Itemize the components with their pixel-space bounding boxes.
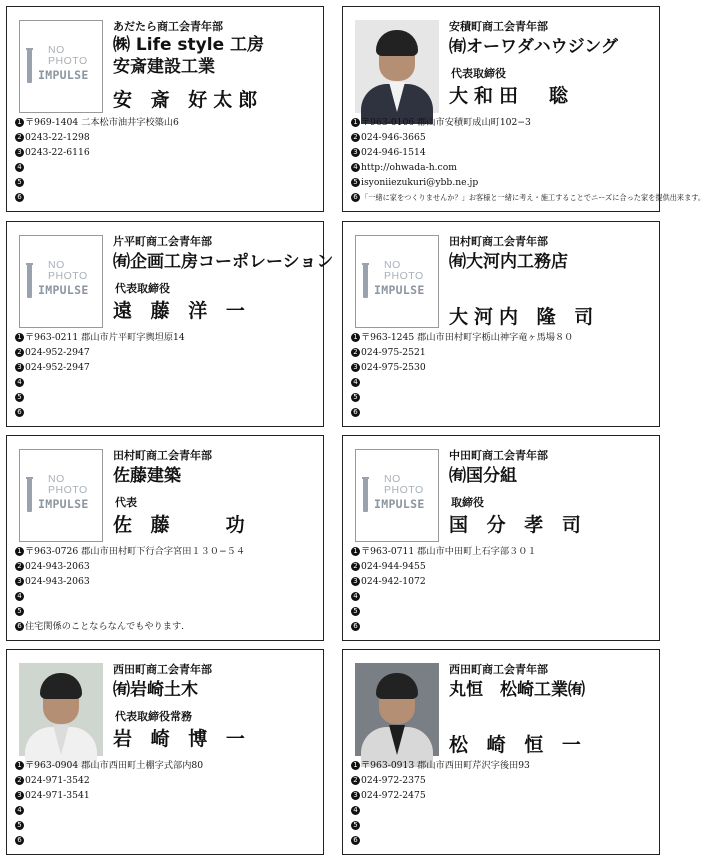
number-marker: 6 [15,193,24,202]
portrait-photo [355,663,439,756]
contact-text: 〒963-0211 郡山市片平町字輿坦原14 [25,332,185,343]
number-marker: 2 [351,776,360,785]
number-marker: 5 [351,178,360,187]
contact-line [15,130,179,145]
placeholder-text: NO [48,473,65,485]
company-name: ㈲岩崎土木 [113,680,198,700]
contact-text: 024-946-1514 [361,147,426,158]
person-name: 遠 藤 洋 一 [113,300,251,322]
contact-line [351,619,537,634]
contact-line [351,160,705,175]
contact-line [351,773,530,788]
contact-text: 住宅関係のことならなんでもやります. [25,621,185,632]
company-name: 丸恒 松崎工業㈲ [449,680,585,700]
placeholder-text: NO [384,473,401,485]
contact-line [351,818,530,833]
number-marker: 3 [15,791,24,800]
contact-line [15,190,179,205]
number-marker: 3 [351,577,360,586]
no-photo-placeholder [355,235,439,328]
contact-line [15,360,185,375]
contact-text: 024-972-2475 [361,790,426,801]
contact-text: 024-944-9455 [361,561,426,572]
company-name: ㈲大河内工務店 [449,252,568,272]
contact-text: 024-971-3542 [25,775,90,786]
business-card [6,649,324,855]
contact-list [351,544,537,634]
person-name: 大和田 聡 [449,85,575,107]
no-photo-placeholder [19,235,103,328]
association-name: 西田町商工会青年部 [449,663,548,676]
contact-text: 024-943-2063 [25,576,90,587]
placeholder-text: NO [48,44,65,56]
contact-line [15,115,179,130]
contact-text: 024-946-3665 [361,132,426,143]
person-name: 安 斎 好太郎 [113,89,264,111]
number-marker: 3 [15,577,24,586]
contact-text: 〒963-0106 郡山市安積町成山町102−3 [361,117,531,128]
number-marker: 4 [15,592,24,601]
association-name: 田村町商工会青年部 [113,449,212,462]
number-marker: 3 [15,148,24,157]
contact-line [15,175,179,190]
business-card [342,435,660,641]
contact-line [351,390,573,405]
contact-line [351,190,705,205]
number-marker: 4 [351,592,360,601]
contact-list [15,544,245,634]
contact-line [15,330,185,345]
number-marker: 6 [351,836,360,845]
placeholder-text: PHOTO [48,270,88,282]
number-marker: 4 [351,806,360,815]
job-title: 代表取締役常務 [115,710,192,723]
number-marker: 6 [351,622,360,631]
number-marker: 3 [351,363,360,372]
placeholder-text: PHOTO [384,270,424,282]
placeholder-text: NO [48,259,65,271]
contact-text: isyoniiezukuri@ybb.ne.jp [361,177,479,188]
contact-text: 〒963-1245 郡山市田村町字栃山神字竜ヶ馬場８０ [361,332,574,343]
contact-line [15,803,203,818]
contact-line [15,604,245,619]
number-marker: 3 [351,148,360,157]
number-marker: 1 [351,118,360,127]
business-card [342,649,660,855]
placeholder-logo: IMPULSE [38,68,89,82]
number-marker: 5 [351,393,360,402]
business-card [6,6,324,212]
company-name: ㈲企画工房コーポレーション [113,252,334,272]
number-marker: 5 [351,821,360,830]
contact-text: 024-975-2521 [361,347,426,358]
contact-text: 「一緒に家をつくりませんか？」お客様と一緒に考え・施工することでニーズに合った家を提供出来ます。 [361,193,705,202]
job-title: 代表取締役 [451,67,506,80]
contact-text: 0243-22-1298 [25,132,90,143]
number-marker: 6 [351,193,360,202]
contact-line [351,589,537,604]
number-marker: 2 [15,776,24,785]
placeholder-logo: IMPULSE [38,497,89,511]
contact-line [15,833,203,848]
person-name: 国 分 孝 司 [449,514,587,536]
number-marker: 5 [351,607,360,616]
contact-line [351,115,705,130]
number-marker: 2 [15,133,24,142]
placeholder-text: PHOTO [48,484,88,496]
no-photo-placeholder [19,20,103,113]
contact-text: 024-972-2375 [361,775,426,786]
contact-line [351,175,705,190]
business-card [6,221,334,427]
job-title: 代表取締役 [115,282,170,295]
job-title: 代表 [115,496,137,509]
contact-line [351,604,537,619]
contact-list [351,758,530,848]
placeholder-text: PHOTO [384,484,424,496]
number-marker: 6 [15,408,24,417]
contact-text: 024-943-2063 [25,561,90,572]
number-marker: 5 [15,393,24,402]
contact-line [15,544,245,559]
contact-line [15,788,203,803]
contact-line [15,405,185,420]
contact-text: 024-952-2947 [25,347,90,358]
number-marker: 1 [15,333,24,342]
association-name: 片平町商工会青年部 [113,235,212,248]
contact-line [351,130,705,145]
contact-line [351,833,530,848]
contact-text: 〒963-0726 郡山市田村町下行合字宮田１３０−５４ [25,546,246,557]
association-name: 田村町商工会青年部 [449,235,548,248]
contact-line [15,589,245,604]
association-name: 中田町商工会青年部 [449,449,548,462]
contact-list [15,115,179,205]
placeholder-text: PHOTO [48,55,88,67]
number-marker: 3 [351,791,360,800]
contact-line [351,788,530,803]
number-marker: 3 [15,363,24,372]
company-name: ㈲オーワダハウジング [449,37,618,57]
contact-line [15,574,245,589]
business-card [342,221,660,427]
number-marker: 4 [15,378,24,387]
contact-line [351,375,573,390]
number-marker: 2 [351,348,360,357]
contact-text: 〒963-0913 郡山市西田町芹沢字後田93 [361,760,530,771]
contact-list [15,330,185,420]
number-marker: 1 [15,547,24,556]
contact-line [351,544,537,559]
contact-text: 〒963-0904 郡山市西田町土棚字式部内80 [25,760,204,771]
number-marker: 5 [15,607,24,616]
person-name: 大河内 隆 司 [449,306,600,328]
contact-line [351,330,573,345]
contact-list [351,115,705,205]
business-card [342,6,705,212]
contact-list [351,330,573,420]
placeholder-logo: IMPULSE [374,283,425,297]
business-card [6,435,324,641]
contact-text: 024-952-2947 [25,362,90,373]
contact-line [351,574,537,589]
company-name-2: 安斎建設工業 [113,57,215,77]
contact-text: 0243-22-6116 [25,147,90,158]
contact-line [15,773,203,788]
contact-list [15,758,203,848]
contact-text: 〒963-0711 郡山市中田町上石字部３０１ [361,546,537,557]
number-marker: 4 [15,163,24,172]
contact-line [15,619,245,634]
contact-line [351,145,705,160]
contact-line [15,559,245,574]
person-name: 松 崎 恒 一 [449,734,587,756]
number-marker: 1 [351,547,360,556]
association-name: 安積町商工会青年部 [449,20,548,33]
no-photo-placeholder [355,449,439,542]
contact-line [15,390,185,405]
association-name: あだたら商工会青年部 [113,20,223,33]
person-name: 佐 藤 功 [113,514,251,536]
contact-line [351,758,530,773]
number-marker: 1 [351,761,360,770]
number-marker: 6 [15,836,24,845]
contact-line [15,145,179,160]
placeholder-logo: IMPULSE [38,283,89,297]
association-name: 西田町商工会青年部 [113,663,212,676]
number-marker: 1 [15,118,24,127]
number-marker: 2 [351,133,360,142]
number-marker: 6 [15,622,24,631]
contact-line [15,160,179,175]
number-marker: 2 [15,562,24,571]
contact-line [351,559,537,574]
contact-line [351,345,573,360]
contact-line [15,818,203,833]
portrait-photo [19,663,103,756]
contact-text: 024-975-2530 [361,362,426,373]
placeholder-text: NO [384,259,401,271]
number-marker: 1 [351,333,360,342]
contact-text: 024-942-1072 [361,576,426,587]
number-marker: 6 [351,408,360,417]
contact-line [351,360,573,375]
number-marker: 1 [15,761,24,770]
contact-text: http://ohwada-h.com [361,162,457,173]
portrait-photo [355,20,439,113]
job-title: 取締役 [451,496,484,509]
number-marker: 2 [15,348,24,357]
contact-line [15,758,203,773]
contact-line [15,345,185,360]
number-marker: 2 [351,562,360,571]
number-marker: 5 [15,178,24,187]
placeholder-logo: IMPULSE [374,497,425,511]
contact-line [15,375,185,390]
company-name: ㈱ Life style 工房 [113,35,265,55]
number-marker: 5 [15,821,24,830]
number-marker: 4 [351,378,360,387]
contact-text: 〒969-1404 二本松市油井字校築山6 [25,117,179,128]
contact-line [351,803,530,818]
no-photo-placeholder [19,449,103,542]
number-marker: 4 [351,163,360,172]
company-name: 佐藤建築 [113,466,181,486]
person-name: 岩 崎 博 一 [113,728,251,750]
company-name: ㈲国分組 [449,466,517,486]
contact-line [351,405,573,420]
number-marker: 4 [15,806,24,815]
contact-text: 024-971-3541 [25,790,90,801]
